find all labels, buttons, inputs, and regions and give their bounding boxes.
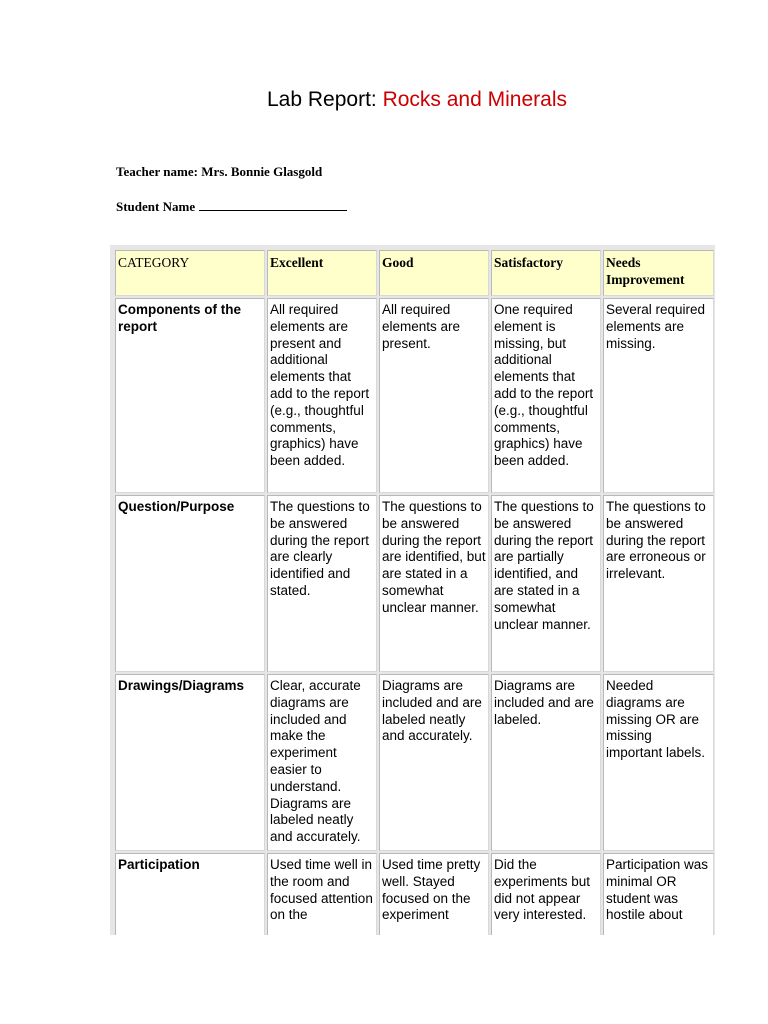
- teacher-label: Teacher name:: [116, 164, 198, 179]
- cell-satisfactory: One required element is missing, but additional elements that add to the report (e.g., thoughtful comments, graphics) have been added.: [491, 298, 601, 493]
- table-row: [115, 853, 714, 935]
- header-good: Good: [379, 250, 489, 296]
- cell-satisfactory: Did the experiments but did not appear very interested.: [491, 853, 601, 935]
- cell-excellent: Used time well in the room and focused attention on the: [267, 853, 377, 935]
- student-name-blank: [199, 198, 347, 211]
- cell-excellent: Clear, accurate diagrams are included and make the experiment easier to understand. Diagrams are labeled neatly and accurately.: [267, 674, 377, 851]
- page-title: [0, 85, 768, 115]
- cell-needs-improvement: The questions to be answered during the report are erroneous or irrelevant.: [603, 495, 714, 672]
- cell-good: All required elements are present.: [379, 298, 489, 493]
- student-label: Student Name: [116, 199, 196, 214]
- teacher-name-line: [116, 164, 322, 180]
- cell-needs-improvement: Several required elements are missing.: [603, 298, 714, 493]
- criterion-components: Components of the report: [115, 298, 265, 493]
- cell-excellent: The questions to be answered during the report are clearly identified and stated.: [267, 495, 377, 672]
- title-prefix: Lab Report:: [267, 88, 383, 111]
- student-name-line: [116, 198, 347, 215]
- table-row: [115, 298, 714, 493]
- cell-good: The questions to be answered during the report are identified, but are stated in a somewhat unclear manner.: [379, 495, 489, 672]
- rubric-table-frame: [110, 245, 715, 935]
- cell-good: Diagrams are included and are labeled neatly and accurately.: [379, 674, 489, 851]
- criterion-participation: Participation: [115, 853, 265, 935]
- table-row: [115, 495, 714, 672]
- header-category: CATEGORY: [115, 250, 265, 296]
- criterion-drawings-diagrams: Drawings/Diagrams: [115, 674, 265, 851]
- rubric-table: [113, 248, 715, 935]
- header-excellent: Excellent: [267, 250, 377, 296]
- teacher-name: Mrs. Bonnie Glasgold: [201, 164, 323, 179]
- cell-satisfactory: Diagrams are included and are labeled.: [491, 674, 601, 851]
- cell-satisfactory: The questions to be answered during the report are partially identified, and are stated in a somewhat unclear manner.: [491, 495, 601, 672]
- criterion-question-purpose: Question/Purpose: [115, 495, 265, 672]
- cell-excellent: All required elements are present and additional elements that add to the report (e.g., thoughtful comments, graphics) have been added.: [267, 298, 377, 493]
- header-needs-improvement: Needs Improvement: [603, 250, 714, 296]
- table-row: [115, 674, 714, 851]
- header-satisfactory: Satisfactory: [491, 250, 601, 296]
- cell-needs-improvement: Needed diagrams are missing OR are missing important labels.: [603, 674, 714, 851]
- cell-good: Used time pretty well. Stayed focused on the experiment: [379, 853, 489, 935]
- title-topic: Rocks and Minerals: [382, 88, 567, 111]
- cell-needs-improvement: Participation was minimal OR student was hostile about: [603, 853, 714, 935]
- rubric-header-row: [115, 250, 714, 296]
